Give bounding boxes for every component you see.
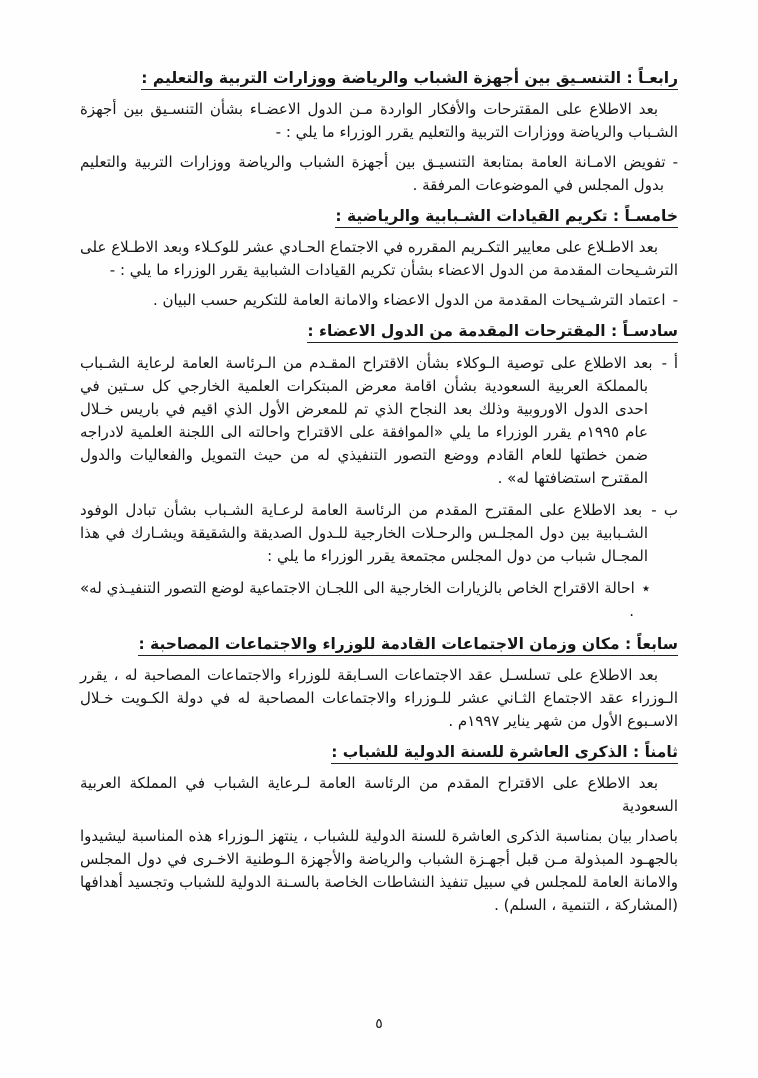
letter-b-marker: ب - [651, 501, 678, 519]
section-seventh [80, 632, 678, 733]
paragraph: بعد الاطـلاع على معايير التكـريم المقرره في الاجتماع الحـادي عشر للوكـلاء وبعد الاطـلاع على الترشـيحات المقدمة من الدول الاعضاء بشأن تكريم القيادات الشبابية يقرر الوزراء ما يلي : - [80, 238, 678, 279]
section-sixth [80, 319, 678, 623]
page-number: ٥ [375, 1016, 383, 1032]
section-heading-text: رابعـاً : التنسـيق بين أجهزة الشباب والرياضة ووزارات التربية والتعليم : [141, 69, 678, 90]
lettered-item-b [80, 499, 678, 568]
dash-item-text: اعتماد الترشـيحات المقدمة من الدول الاعضاء والامانة العامة للتكريم حسب البيان . [152, 291, 666, 309]
lettered-item-a-text: بعد الاطلاع على توصية الـوكلاء بشأن الاقتراح المقـدم من الـرئاسة العامة لرعاية الشـباب بالمملكة العربية السعودية بشأن اقامة معرض المبتكرات العلمية الخارجي كل سـتين في احدى الدول الاوروبية وذلك بعد النجاح الذي تم للمعرض الأول الذي اقيم في باريس خـلال عام ١٩٩٥م يقرر الوزراء ما يلي «الموافقة على الاقتراح واحالته الى اللجنة العلمية لادراجه ضمن خطتها للعام القادم ووضع التصور التنفيذي له من حيث التمويل والفعاليات والدول المقترح استضافتها له» . [80, 354, 653, 487]
section-heading-text: سابعاً : مكان وزمان الاجتماعات القادمة للوزراء والاجتماعات المصاحبة : [138, 635, 678, 656]
section-heading-text: ثامناً : الذكرى العاشرة للسنة الدولية للشباب : [331, 743, 678, 764]
paragraph: بعد الاطلاع على الاقتراح المقدم من الرئاسة العامة لـرعاية الشباب في المملكة العربية السعودية [80, 774, 678, 815]
paragraph: بعد الاطلاع على تسلسـل عقد الاجتماعات السـابقة للوزراء والاجتماعات المصاحبة له ، يقرر الـوزراء عقد الاجتماع الثـاني عشر للـوزراء والاجتماعات المصاحبة له في دولة الكـويت خـلال الاسـبوع الأول من شهر يناير ١٩٩٧م . [80, 666, 678, 730]
star-marker: ٭ [641, 579, 650, 597]
section-fourth [80, 66, 678, 197]
dash-marker: - [672, 291, 678, 309]
paragraph: باصدار بيان بمناسبة الذكرى العاشرة للسنة الدولية للشباب ، ينتهز الـوزراء هذه المناسبة ليشيدوا بالجهـود المبذولة مـن قبل أجهـزة الشباب والرياضة والأجهزة الـوطنية الاخـرى في دول المجلس والامانة العامة للمجلس في سبيل تنفيذ النشاطات الخاصة بالسـنة الدولية للشباب وتجسيد أهدافها (المشاركة ، التنمية ، السلم) . [79, 827, 678, 914]
section-heading [80, 204, 678, 228]
lettered-item-b-text: بعد الاطلاع على المقترح المقدم من الرئاسة العامة لرعـاية الشـباب بشأن تبادل الوفود الشـبابية بين دول المجلـس والرحـلات الخارجية للـدول الصديقة والشقيقة ويشـارك في هذا المجـال شباب من دول المجلس مجتمعة يقرر الوزراء ما يلي : [80, 501, 648, 565]
paragraph: بعد الاطلاع على المقترحات والأفكار الواردة مـن الدول الاعضـاء بشأن التنسـيق بين أجهزة الشـباب والرياضة ووزارات التربية والتعليم يقرر الوزراء ما يلي : - [80, 100, 678, 141]
section-fifth [80, 204, 678, 312]
lettered-item-a [80, 352, 678, 490]
star-item-text: احالة الاقتراح الخاص بالزيارات الخارجية الى اللجـان الاجتماعية لوضع التصور التنفيـذي له» . [80, 579, 635, 620]
section-heading [80, 740, 678, 764]
section-heading-text: خامسـاً : تكريم القيادات الشـبابية والرياضية : [335, 207, 678, 228]
dash-list-item [80, 151, 678, 197]
section-eighth [80, 740, 678, 917]
letter-a-marker: أ - [661, 354, 678, 372]
section-heading [80, 632, 678, 656]
star-list-item [80, 577, 678, 623]
section-heading [80, 66, 678, 90]
dash-marker: - [672, 153, 678, 171]
section-heading-text: سادسـاً : المقترحات المقدمة من الدول الاعضاء : [307, 322, 678, 343]
dash-item-text: تفويض الامـانة العامة بمتابعة التنسيـق بين أجهزة الشباب والرياضة ووزارات التربية والتعليم بدول المجلس في الموضوعات المرفقة . [80, 153, 666, 194]
dash-list-item [80, 289, 678, 312]
section-heading [80, 319, 678, 343]
